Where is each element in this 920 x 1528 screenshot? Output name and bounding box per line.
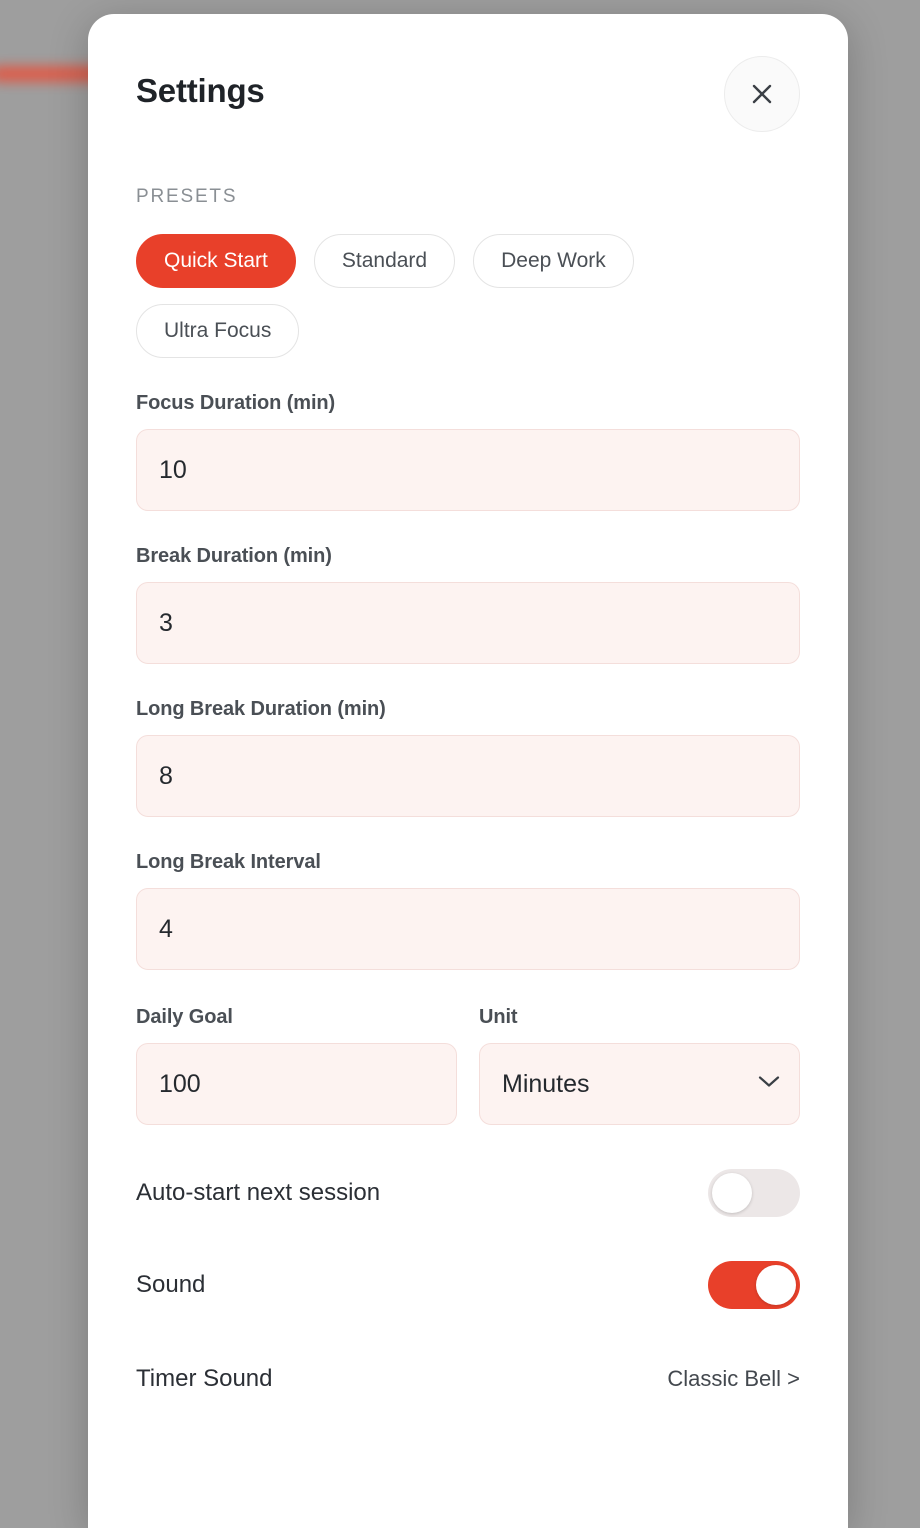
long-break-duration-input[interactable]	[136, 735, 800, 817]
break-duration-input[interactable]	[136, 582, 800, 664]
field-long-break-duration	[136, 698, 800, 817]
auto-start-label: Auto-start next session	[136, 1179, 381, 1207]
field-focus-duration	[136, 392, 800, 511]
field-daily-goal	[136, 1006, 457, 1125]
long-break-interval-label: Long Break Interval	[136, 851, 321, 874]
preset-ultra-focus[interactable]: Ultra Focus	[136, 304, 299, 358]
field-break-duration	[136, 545, 800, 664]
page-title: Settings	[136, 72, 265, 109]
long-break-interval-input[interactable]	[136, 888, 800, 970]
preset-standard[interactable]: Standard	[314, 234, 455, 288]
preset-list	[136, 234, 736, 358]
preset-quick-start[interactable]: Quick Start	[136, 234, 296, 288]
focus-duration-input[interactable]	[136, 429, 800, 511]
focus-duration-label: Focus Duration (min)	[136, 392, 336, 415]
unit-select[interactable]	[479, 1043, 800, 1125]
timer-sound-label: Timer Sound	[136, 1365, 273, 1393]
goal-unit-row	[136, 1006, 800, 1125]
close-icon	[748, 80, 776, 108]
long-break-duration-label: Long Break Duration (min)	[136, 698, 386, 721]
break-duration-label: Break Duration (min)	[136, 545, 332, 568]
sound-label: Sound	[136, 1271, 206, 1299]
toggle-knob	[756, 1265, 796, 1305]
toggle-knob	[712, 1173, 752, 1213]
preset-deep-work[interactable]: Deep Work	[473, 234, 634, 288]
sound-row	[136, 1261, 800, 1309]
timer-sound-row[interactable]	[136, 1365, 800, 1393]
auto-start-row	[136, 1169, 800, 1217]
field-long-break-interval	[136, 851, 800, 970]
close-button[interactable]	[724, 56, 800, 132]
modal-header	[136, 14, 800, 132]
unit-select-wrapper	[479, 1043, 800, 1125]
daily-goal-label: Daily Goal	[136, 1006, 233, 1029]
presets-section-label: PRESETS	[136, 186, 238, 207]
field-unit	[479, 1006, 800, 1125]
settings-modal	[88, 14, 848, 1528]
auto-start-toggle[interactable]	[708, 1169, 800, 1217]
sound-toggle[interactable]	[708, 1261, 800, 1309]
unit-label: Unit	[479, 1006, 518, 1029]
daily-goal-input[interactable]	[136, 1043, 457, 1125]
timer-sound-value: Classic Bell >	[667, 1366, 800, 1392]
